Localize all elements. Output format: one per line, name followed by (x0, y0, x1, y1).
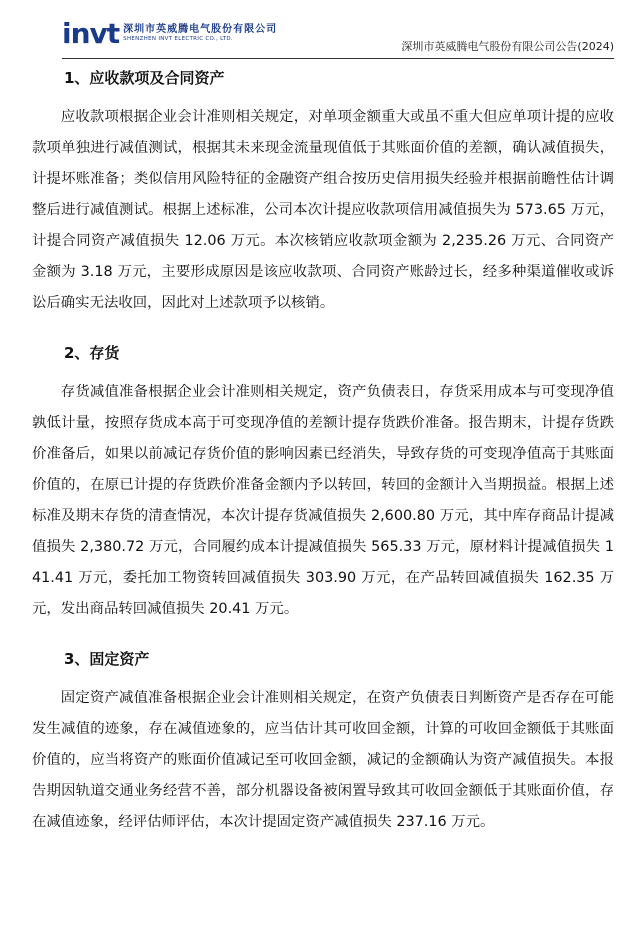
section-body-receivables: 应收款项根据企业会计准则相关规定，对单项金额重大或虽不重大但应单项计提的应收款项单独进行减值测试，根据其未来现金流量现值低于其账面价值的差额，确认减值损失，计提坏账准备；类似信用风险特征的金融资产组合按历史信用损失经验并根据前瞻性估计调整后进行减值测试。根据上述标准，公司本次计提应收款项信用减值损失为 573.65 万元，计提合同资产减值损失 12.06 万元。本次核销应收款项金额为 2,235.26 万元、合同资产金额为 3.18 万元，主要形成原因是该应收款项、合同资产账龄过长，经多种渠道催收或诉讼后确实无法收回，因此对上述款项予以核销。 (32, 109, 614, 311)
header-title: 深圳市英威腾电气股份有限公司公告(2024) (401, 40, 614, 53)
section-title-fixed-assets: 3、固定资产 (64, 650, 150, 668)
logo-company-name-en: SHENZHEN INVT ELECTRIC CO., LTD. (123, 36, 233, 43)
logo-company-name-cn: 深圳市英威腾电气股份有限公司 (123, 24, 278, 36)
section-title-inventory: 2、存货 (64, 344, 120, 362)
section-title-receivables: 1、应收款项及合同资产 (64, 69, 225, 87)
logo-text (123, 25, 277, 43)
section-body-inventory: 存货减值准备根据企业会计准则相关规定，资产负债表日，存货采用成本与可变现净值孰低计量，按照存货成本高于可变现净值的差额计提存货跌价准备。报告期末，计提存货跌价准备后，如果以前减记存货价值的影响因素已经消失，导致存货的可变现净值高于其账面价值的，在原已计提的存货跌价准备金额内予以转回，转回的金额计入当期损益。根据上述标准及期末存货的清查情况，本次计提存货减值损失 2,600.80 万元，其中库存商品计提减值损失 2,380.72 万元，合同履约成本计提减值损失 565.33 万元，原材料计提减值损失 141.41 万元，委托加工物资转回减值损失 303.90 万元，在产品转回减值损失 162.35 万元，发出商品转回减值损失 20.41 万元。 (32, 384, 614, 617)
company-logo (62, 17, 278, 50)
document-body (32, 62, 614, 838)
logo-mark-text: invt (62, 17, 120, 50)
logo-mark (62, 17, 120, 50)
section-body-fixed-assets: 固定资产减值准备根据企业会计准则相关规定，在资产负债表日判断资产是否存在可能发生减值的迹象，存在减值迹象的，应当估计其可收回金额，计算的可收回金额低于其账面价值的，应当将资产的账面价值减记至可收回金额，减记的金额确认为资产减值损失。本报告期因轨道交通业务经营不善，部分机器设备被闲置导致其可收回金额低于其账面价值，存在减值迹象，经评估师评估，本次计提固定资产减值损失 237.16 万元。 (32, 690, 614, 830)
page-header (62, 18, 614, 59)
